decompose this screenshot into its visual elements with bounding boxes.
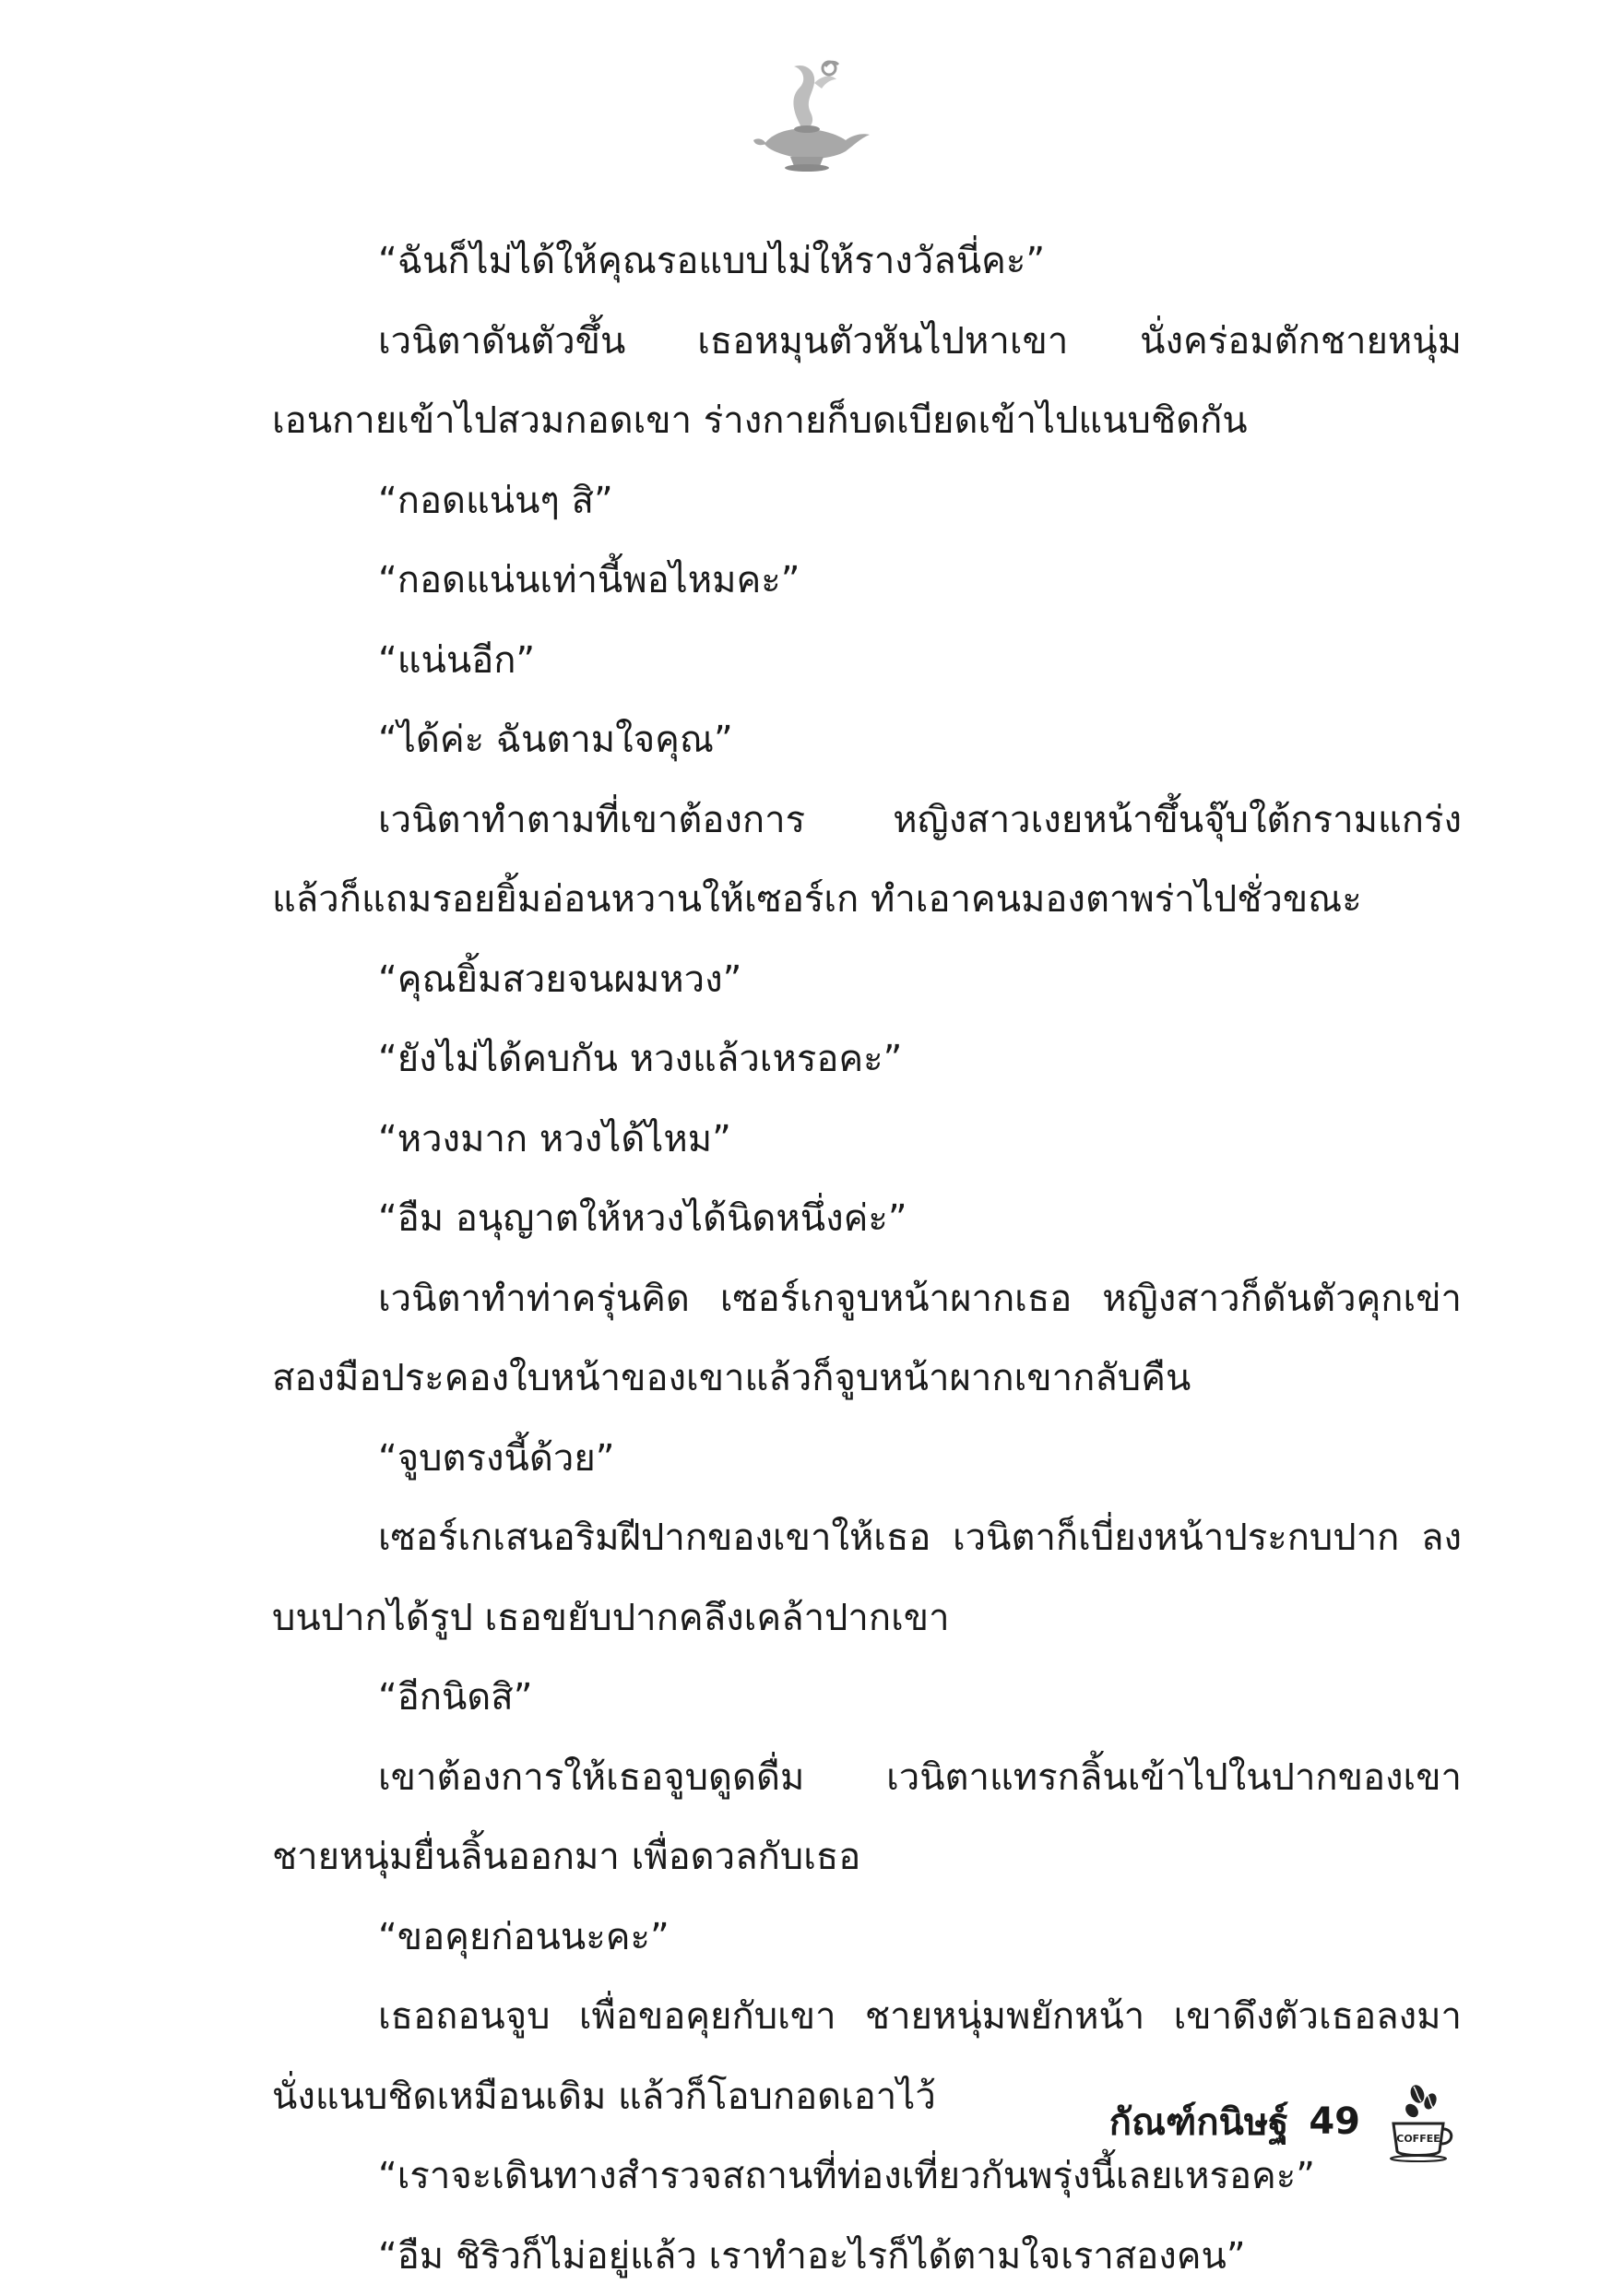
paragraph: “เราจะเดินทางสำรวจสถานที่ท่องเที่ยวกันพรุ่งนี้เลยเหรอคะ” — [272, 2136, 1462, 2217]
genie-lamp-icon — [737, 55, 875, 175]
paragraph: เซอร์เกเสนอริมฝีปากของเขาให้เธอ เวนิตาก็เบี่ยงหน้าประกบปาก ลงบนปากได้รูป เธอขยับปากคลึงเคล้าปากเขา — [272, 1498, 1462, 1658]
paragraph: “อืม อนุญาตให้หวงได้นิดหนึ่งค่ะ” — [272, 1179, 1462, 1259]
author-name: กัณฑ์กนิษฐ์ — [1109, 2092, 1289, 2151]
paragraph: “กอดแน่นเท่านี้พอไหมคะ” — [272, 541, 1462, 621]
paragraph: เธอถอนจูบ เพื่อขอคุยกับเขา ชายหนุ่มพยักหน้า เขาดึงตัวเธอลงมา นั่งแนบชิดเหมือนเดิม แล้วก็โอบกอดเอาไว้ — [272, 1977, 1462, 2136]
paragraph: เวนิตาดันตัวขึ้น เธอหมุนตัวหันไปหาเขา นั่งคร่อมตักชายหนุ่ม เอนกายเข้าไปสวมกอดเขา ร่างกายก็บดเบียดเข้าไปแนบชิดกัน — [272, 302, 1462, 461]
logo-text: COFFEE — [1396, 2133, 1440, 2145]
paragraph: เวนิตาทำตามที่เขาต้องการ หญิงสาวเงยหน้าขึ้นจุ๊บใต้กรามแกร่ง แล้วก็แถมรอยยิ้มอ่อนหวานให้เซอร์เก ทำเอาคนมองตาพร่าไปชั่วขณะ — [272, 780, 1462, 940]
page-number: 49 — [1309, 2100, 1360, 2143]
paragraph: “จูบตรงนี้ด้วย” — [272, 1419, 1462, 1499]
paragraph: “อีกนิดสิ” — [272, 1658, 1462, 1738]
body-text — [272, 221, 1462, 2296]
paragraph: เขาต้องการให้เธอจูบดูดดื่ม เวนิตาแทรกลิ้นเข้าไปในปากของเขา ชายหนุ่มยื่นลิ้นออกมา เพื่อดวลกับเธอ — [272, 1738, 1462, 1897]
page-footer — [1109, 2080, 1460, 2163]
paragraph: “แน่นอีก” — [272, 621, 1462, 701]
paragraph: “หวงมาก หวงได้ไหม” — [272, 1100, 1462, 1180]
coffee-cup-icon — [1386, 2081, 1460, 2162]
paragraph: “ฉันก็ไม่ได้ให้คุณรอแบบไม่ให้รางวัลนี่คะ” — [272, 221, 1462, 302]
paragraph: เวนิตาทำท่าครุ่นคิด เซอร์เกจูบหน้าผากเธอ หญิงสาวก็ดันตัวคุกเข่า สองมือประคองใบหน้าของเขาแล้วก็จูบหน้าผากเขากลับคืน — [272, 1259, 1462, 1419]
paragraph: “ขอคุยก่อนนะคะ” — [272, 1897, 1462, 1978]
paragraph: “คุณยิ้มสวยจนผมหวง” — [272, 940, 1462, 1020]
paragraph: “ยังไม่ได้คบกัน หวงแล้วเหรอคะ” — [272, 1019, 1462, 1100]
paragraph: “กอดแน่นๆ สิ” — [272, 461, 1462, 541]
paragraph: “ได้ค่ะ ฉันตามใจคุณ” — [272, 700, 1462, 780]
paragraph: “อืม ชิริวก็ไม่อยู่แล้ว เราทำอะไรก็ได้ตามใจเราสองคน” — [272, 2217, 1462, 2296]
